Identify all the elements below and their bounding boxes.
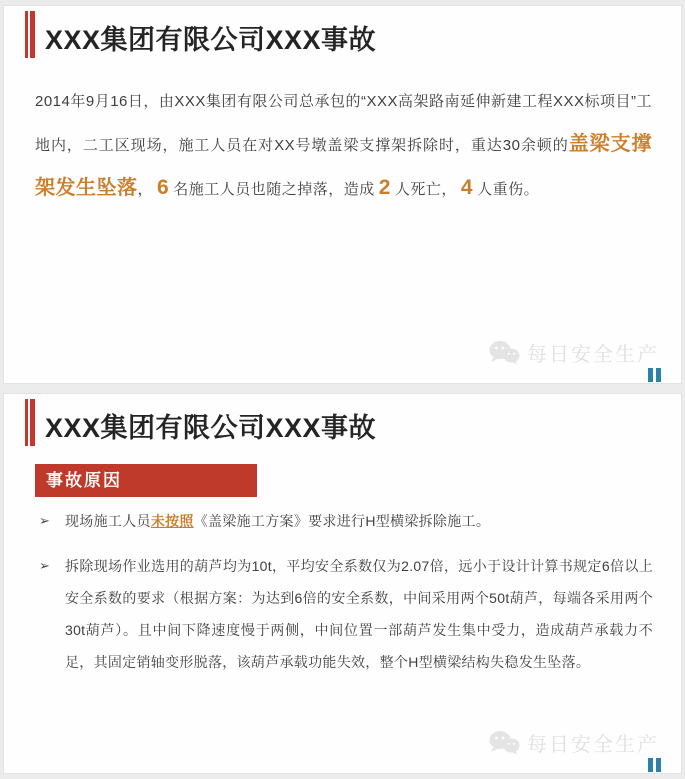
text-segment: 现场施工人员 bbox=[65, 513, 151, 529]
text-segment: 盖梁支撑架发生坠落 bbox=[35, 133, 653, 199]
title-accent-bar bbox=[25, 11, 35, 58]
wechat-icon bbox=[488, 730, 520, 755]
title-accent-bar bbox=[25, 399, 35, 446]
bullet-arrow-icon: ➢ bbox=[39, 513, 50, 528]
slide-1-card bbox=[3, 5, 682, 384]
bullet-item bbox=[39, 505, 653, 537]
watermark-text: 每日安全生产 bbox=[527, 734, 659, 756]
pause-bars-icon bbox=[648, 758, 661, 772]
slide-1-title: XXX集团有限公司XXX事故 bbox=[45, 25, 377, 55]
watermark-text: 每日安全生产 bbox=[527, 344, 659, 366]
slide-1-title-row bbox=[4, 6, 681, 62]
text-segment: 未按照 bbox=[150, 513, 194, 529]
text-segment: 2 bbox=[378, 176, 391, 199]
text-segment: 人重伤。 bbox=[477, 181, 540, 198]
watermark-slide-1 bbox=[488, 338, 659, 367]
text-segment: 2014年9月16日，由XXX集团有限公司总承包的“XXX高架路南延伸新建工程XXX标项目”工地内，二工区现场，施工人员在对XX号墩盖梁支撑架拆除时，重达30余顿的 bbox=[35, 93, 652, 154]
pause-bars-icon bbox=[648, 368, 661, 382]
pause-bar bbox=[648, 758, 653, 772]
bullet-arrow-icon: ➢ bbox=[39, 558, 50, 573]
bullet-text bbox=[65, 505, 653, 537]
text-segment: 人死亡， bbox=[394, 181, 457, 198]
pause-bar bbox=[656, 758, 661, 772]
slide-2-title-row bbox=[4, 394, 681, 450]
text-segment: 《盖梁施工方案》要求进行H型横梁拆除施工。 bbox=[193, 513, 491, 529]
pause-bar bbox=[656, 368, 661, 382]
slide-2-card bbox=[3, 393, 682, 774]
wechat-icon bbox=[488, 340, 520, 365]
watermark-slide-2 bbox=[488, 728, 659, 757]
text-segment: 4 bbox=[460, 176, 474, 199]
pause-bar bbox=[648, 368, 653, 382]
section-header-banner: 事故原因 bbox=[35, 464, 257, 497]
text-segment: ， bbox=[137, 181, 154, 198]
text-segment: 6 bbox=[157, 176, 170, 199]
text-segment: 名施工人员也随之掉落，造成 bbox=[173, 181, 375, 198]
cause-bullet-list bbox=[39, 505, 653, 678]
slide-2-title: XXX集团有限公司XXX事故 bbox=[45, 413, 377, 443]
bullet-text bbox=[65, 550, 653, 678]
accident-summary-paragraph bbox=[35, 81, 652, 211]
text-segment: 拆除现场作业选用的葫芦均为10t，平均安全系数仅为2.07倍，远小于设计计算书规定6倍以上安全系数的要求（根据方案：为达到6倍的安全系数，中间采用两个50t葫芦，每端各采用两个30t葫芦）。且中间下降速度慢于两侧，中间位置一部葫芦发生集中受力，造成葫芦承载力不足，其固定销轴变形脱落，该葫芦承载功能失效，整个H型横梁结构失稳发生坠落。 bbox=[65, 558, 653, 670]
bullet-item bbox=[39, 550, 653, 678]
